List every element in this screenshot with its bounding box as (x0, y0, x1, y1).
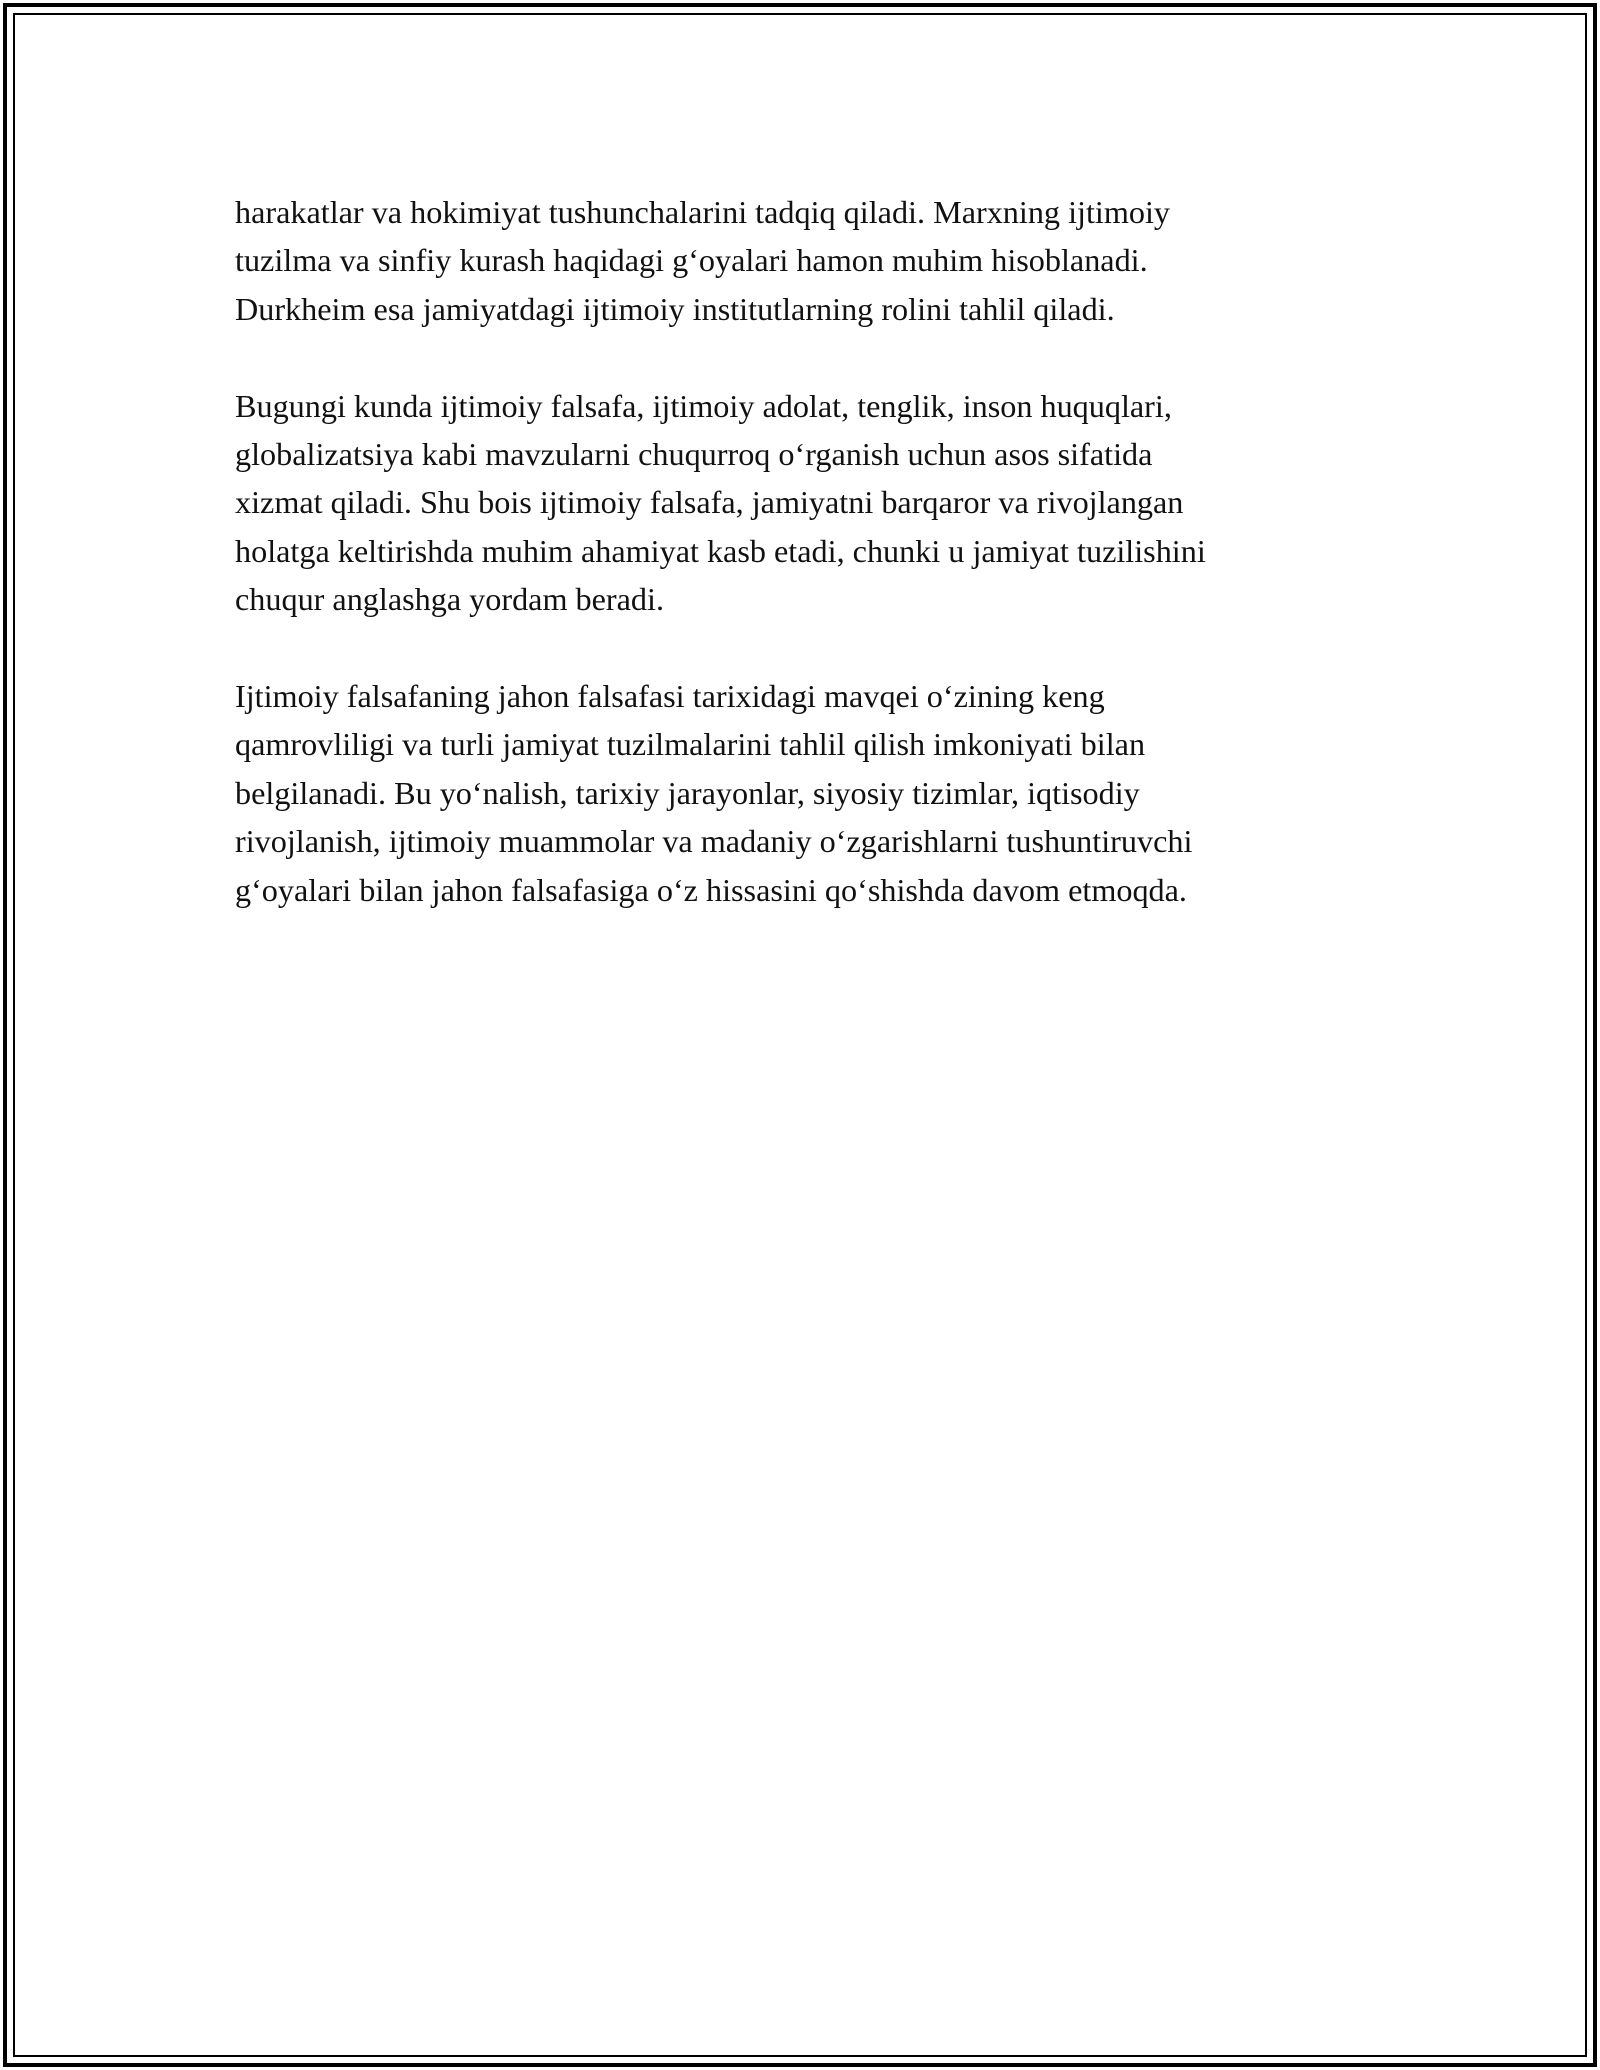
text-line: tuzilma va sinfiy kurash haqidagi g‘oyalari hamon muhim hisoblanadi. (235, 242, 1148, 279)
text-line: qamrovliligi va turli jamiyat tuzilmalarini tahlil qilish imkoniyati bilan (235, 726, 1146, 763)
text-line: chuqur anglashga yordam beradi. (235, 581, 665, 618)
text-line: holatga keltirishda muhim ahamiyat kasb etadi, chunki u jamiyat tuzilishini (235, 532, 1206, 569)
text-line: Ijtimoiy falsafaning jahon falsafasi tarixidagi mavqei o‘zining keng (235, 678, 1105, 715)
text-line: belgilanadi. Bu yo‘nalish, tarixiy jarayonlar, siyosiy tizimlar, iqtisodiy (235, 774, 1140, 811)
text-line: xizmat qiladi. Shu bois ijtimoiy falsafa, jamiyatni barqaror va rivojlangan (235, 484, 1184, 521)
text-line: g‘oyalari bilan jahon falsafasiga o‘z hissasini qo‘shishda davom etmoqda. (235, 871, 1187, 908)
text-line: harakatlar va hokimiyat tushunchalarini tadqiq qiladi. Marxning ijtimoiy (235, 194, 1171, 230)
paragraph (235, 672, 1365, 914)
text-line: rivojlanish, ijtimoiy muammolar va madaniy o‘zgarishlarni tushuntiruvchi (235, 823, 1193, 860)
text-line: globalizatsiya kabi mavzularni chuqurroq o‘rganish uchun asos sifatida (235, 436, 1153, 473)
document-body (235, 188, 1365, 962)
text-line: Durkheim esa jamiyatdagi ijtimoiy institutlarning rolini tahlil qiladi. (235, 290, 1115, 327)
text-line: Bugungi kunda ijtimoiy falsafa, ijtimoiy adolat, tenglik, inson huquqlari, (235, 387, 1172, 424)
paragraph (235, 188, 1365, 333)
paragraph (235, 382, 1365, 624)
